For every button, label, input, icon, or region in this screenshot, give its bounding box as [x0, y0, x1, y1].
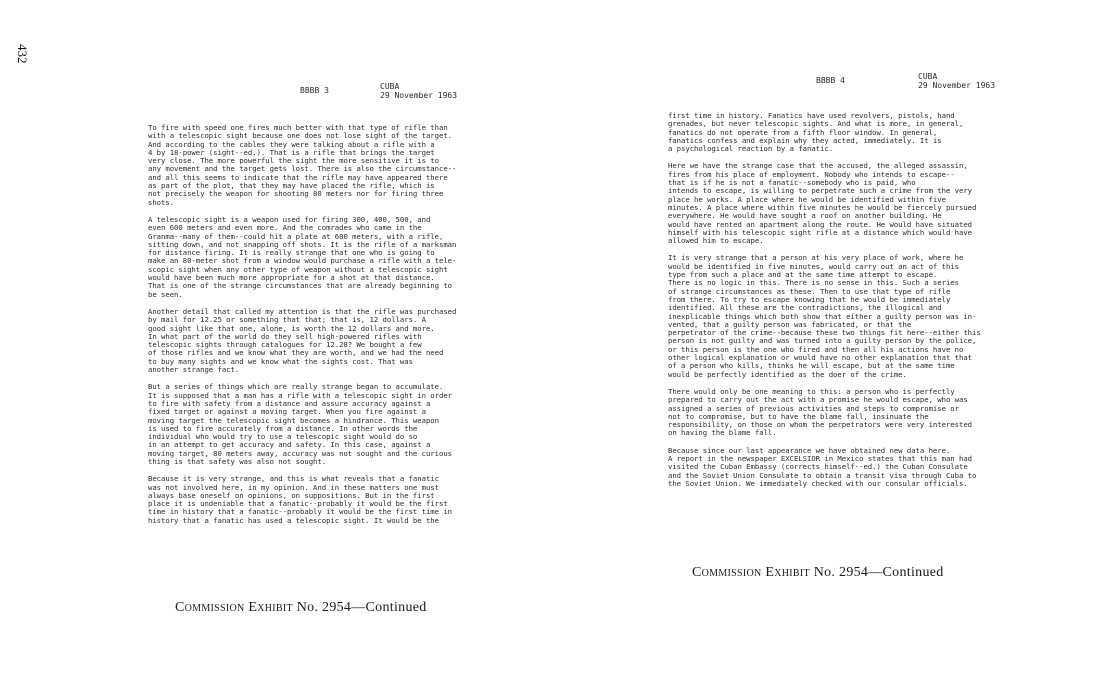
right-sheet-body	[668, 112, 1013, 488]
paragraph: There would only be one meaning to this: a person who is perfectly prepared to carry out the act with a promise he would escape, who was assigned a series of previous activities and steps to compromise or not to compromise, but to have the blame fall, insinuate the responsibility, on those on whom the perpetrators were very interested on having the blame fall.	[668, 386, 973, 438]
right-header-dateline	[918, 72, 995, 90]
left-sheet-header	[148, 82, 493, 108]
right-header-country: CUBA	[918, 72, 938, 81]
right-header-date: 29 November 1963	[918, 81, 996, 90]
right-document-sheet	[668, 72, 1013, 497]
paragraph: Because since our last appearance we have obtained new data here. A report in the newspaper EXCELSIOR in Mexico states that this man had visited the Cuban Embassy (corrects himself--ed.) the Cuban Consulate and the Soviet Union Consulate to obtain a transit visa through Cuba to the Soviet Union. We immediately checked with our consular officials.	[668, 445, 977, 488]
right-caption-number: No. 2954—Continued	[813, 565, 944, 580]
right-header-code: BBBB 4	[816, 76, 845, 85]
right-exhibit-caption	[692, 565, 944, 581]
paragraph: It is very strange that a person at his very place of work, where he would be identified in five minutes, would carry out an act of this type from such a place and at the same time attempt to escape. There is no logic in this. There is no sense in this. Such a series of strange circumstances as these. Then to use that type of rifle from there. To try to escape knowing that he would be immediately identified. All these are the contradictions, the illogical and inexplicable things which both show that either a guilty person was in- vented, that a guilty person was fabricated, or that the perpetrator of the crime--because these two things fit here--either this person is not guilty and was turned into a guilty person by the police, or this person is the one who fired and then all his actions have no other logical explanation or would have no other explanation that that of a person who kills, thinks he will escape, but at the same time would be perfectly identified as the doer of the crime.	[668, 253, 981, 379]
right-caption-prefix: Commission Exhibit	[692, 565, 810, 580]
left-document-sheet	[148, 82, 493, 534]
paragraph: But a series of things which are really strange began to accumulate. It is supposed that a man has a rifle with a telescopic sight in order to fire with safety from a distance and assure accuracy against a fixed target or against a moving target. When you fire against a moving target the telescopic sight becomes a hindrance. This weapon is used to fire accurately from a distance. In other words the individual who would try to use a telescopic sight would do so in an attempt to get accuracy and safety. In this case, against a moving target, 80 meters away, accuracy was not sought and the curious thing is that safety was also not sought.	[148, 382, 453, 466]
left-header-date: 29 November 1963	[380, 91, 458, 100]
left-sheet-body	[148, 124, 493, 525]
right-sheet-header	[668, 72, 1013, 98]
left-header-code: BBBB 3	[300, 86, 329, 95]
page-number: 432	[15, 44, 30, 64]
paragraph: Because it is very strange, and this is what reveals that a fanatic was not involved here, in my opinion. And in these matters one must always base oneself on opinions, on suppositions. But in the first place it is undeniable that a fanatic--probably it would be the first time in history that a fanatic--probably it would be the first time in history that a fanatic has used a telescopic sight. It would be the	[148, 474, 453, 525]
left-caption-prefix: Commission Exhibit	[175, 600, 293, 615]
left-caption-number: No. 2954—Continued	[296, 600, 427, 615]
left-exhibit-caption	[175, 600, 427, 616]
left-header-country: CUBA	[380, 82, 400, 91]
paragraph: Here we have the strange case that the accused, the alleged assassin, fires from his place of employment. Nobody who intends to escape-- that is if he is not a fanatic--somebody who is paid, who intends to escape, is willing to perpetrate such a crime from the very place he works. A place where he would be identified within five minutes. A place where within five minutes he would be fiercely pursued everywhere. He would have sought a roof on another building. He would have rented an apartment along the route. He would have situated himself with his telescopic sight rifle at a distance which would have allowed him to escape.	[668, 161, 977, 246]
paragraph: Another detail that called my attention is that the rifle was purchased by mail for 12.25 or something that that; that is, 12 dollars. A good sight like that one, alone, is worth the 12 dollars and more. In what part of the world do they sell high-powered rifles with telescopic sights through catalogues for 12.28? We bought a few of those rifles and we know what they are worth, and we had the need to buy many sights and we know what the sights cost. That was another strange fact.	[148, 306, 457, 375]
left-header-dateline	[380, 82, 457, 100]
paragraph: first time in history. Fanatics have used revolvers, pistols, hand grenades, but never telescopic sights. And what is more, in general, fanatics do not operate from a fifth floor window. In general, fanatics confess and explain why they acted, immediately. It is a psychological reaction by a fanatic.	[668, 111, 964, 154]
paragraph: A telescopic sight is a weapon used for firing 300, 400, 500, and even 600 meters and even more. And the comrades who came in the Granma--many of them--could hit a plate at 600 meters, with a rifle, sitting down, and not snapping off shots. It is the rifle of a marksman for distance firing. It is really strange that one who is going to make an 80-meter shot from a window would purchase a rifle with a tele- scopic sight when any other type of weapon without a telescopic sight would have been much more appropriate for a shot at that distance. That is one of the strange circumstances that are already beginning to be seen.	[148, 214, 457, 299]
paragraph: To fire with speed one fires much better with that type of rifle than with a telescopic sight because one does not lose sight of the target. And according to the cables they were talking about a rifle with a 4 by 18-power (sight--ed.). That is a rifle that brings the target very close. The more powerful the sight the more sensitive it is to any movement and the target gets lost. There is also the circumstance-- and all this seems to indicate that the rifle may have appeared there as part of the plot, that they may have placed the rifle, which is not precisely the weapon for shooting 80 meters nor for firing three shots.	[148, 123, 457, 207]
